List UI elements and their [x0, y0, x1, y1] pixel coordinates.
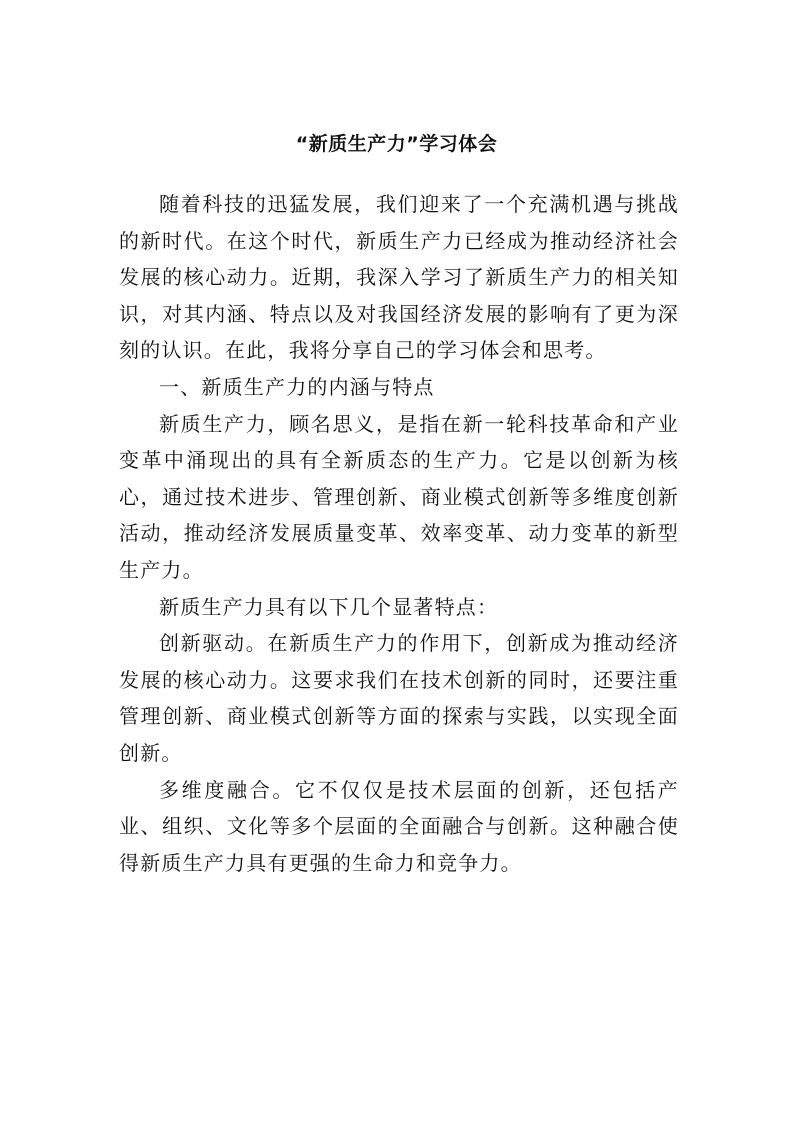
document-title: “新质生产力”学习体会	[295, 133, 498, 155]
paragraph-features-intro: 新质生产力具有以下几个显著特点：	[159, 594, 499, 619]
paragraph-innovation-driven: 创新驱动。在新质生产力的作用下，创新成为推动经济发展的核心动力。这要求我们在技术创新的同时，还要注重管理创新、商业模式创新等方面的探索与实践，以实现全面创新。	[119, 631, 679, 765]
paragraph-multidimensional-fusion: 多维度融合。它不仅仅是技术层面的创新，还包括产业、组织、文化等多个层面的全面融合与创新。这种融合使得新质生产力具有更强的生命力和竞争力。	[119, 777, 679, 875]
document-body	[119, 186, 679, 881]
paragraph-intro: 随着科技的迅猛发展，我们迎来了一个充满机遇与挑战的新时代。在这个时代，新质生产力已经成为推动经济社会发展的核心动力。近期，我深入学习了新质生产力的相关知识，对其内涵、特点以及对我国经济发展的影响有了更为深刻的认识。在此，我将分享自己的学习体会和思考。	[119, 192, 679, 363]
section-heading: 一、新质生产力的内涵与特点	[159, 374, 435, 399]
paragraph-definition: 新质生产力，顾名思义，是指在新一轮科技革命和产业变革中涌现出的具有全新质态的生产力。它是以创新为核心，通过技术进步、管理创新、商业模式创新等多维度创新活动，推动经济发展质量变革、效率变革、动力变革的新型生产力。	[119, 411, 679, 582]
